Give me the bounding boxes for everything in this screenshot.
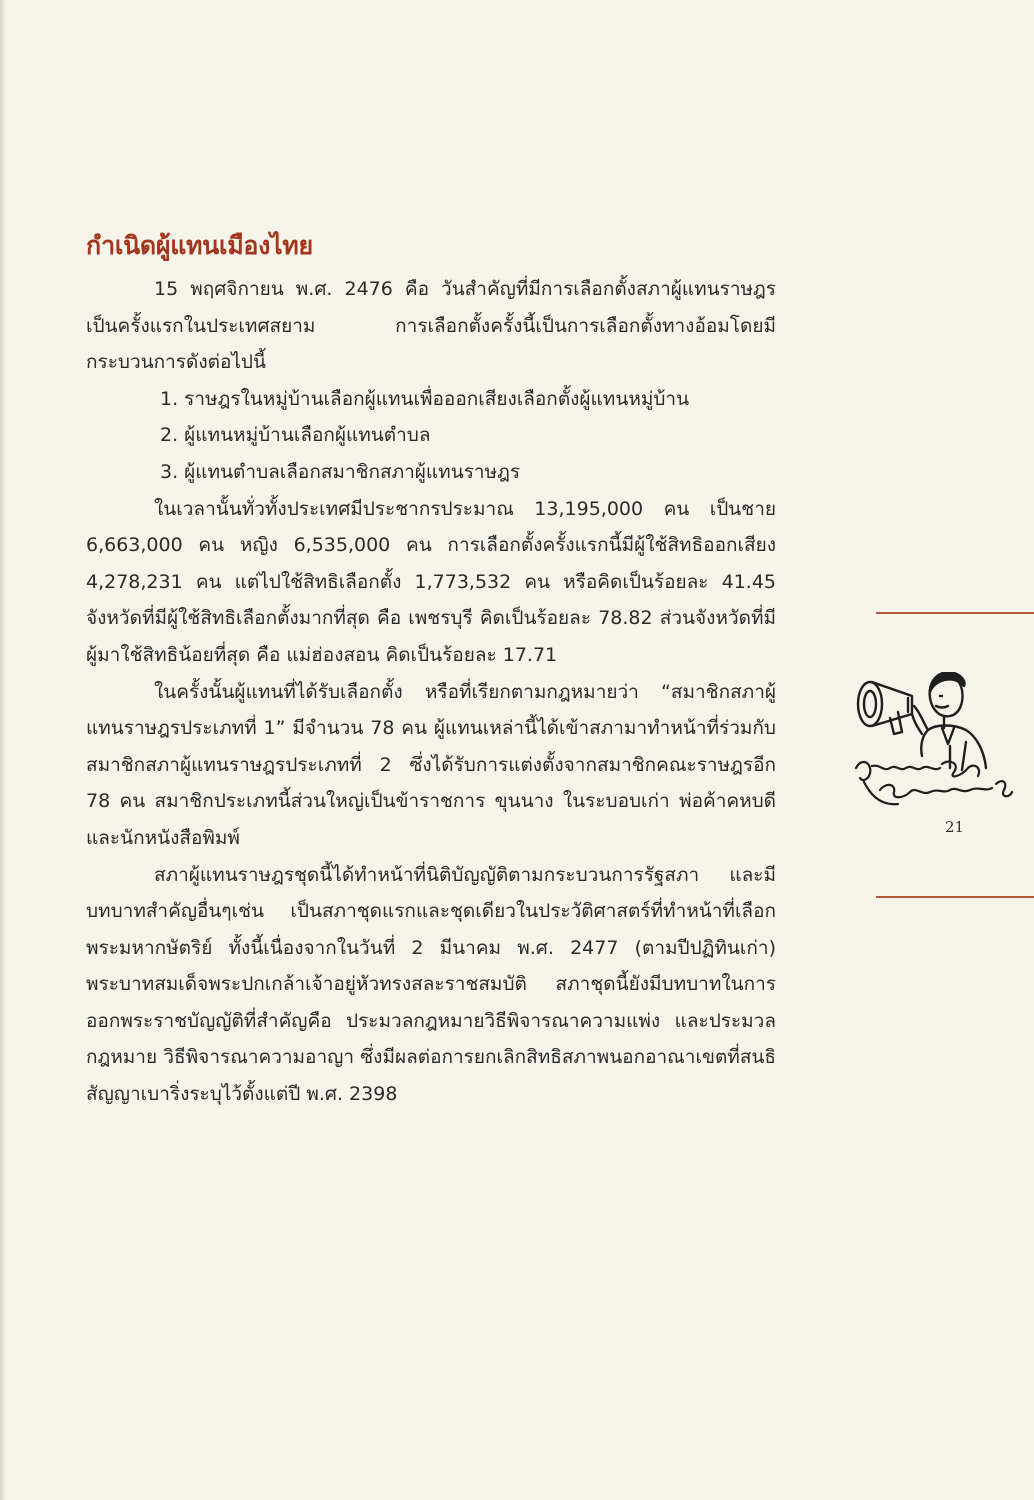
page-number: 21 bbox=[945, 818, 965, 836]
megaphone-man-logo bbox=[850, 672, 1014, 814]
body-text bbox=[86, 271, 776, 1113]
page-edge-shadow bbox=[0, 0, 6, 1500]
chapter-heading: กำเนิดผู้แทนเมืองไทย bbox=[86, 231, 313, 260]
margin-rule-top bbox=[876, 612, 1034, 614]
list-item-2: 2. ผู้แทนหมู่บ้านเลือกผู้แทนตำบล bbox=[160, 424, 431, 447]
paragraph-statistics: ในเวลานั้นทั่วทั้งประเทศมีประชากรประมาณ 13,195,000 คน เป็นชาย 6,663,000 คน หญิง 6,535,000 คน การเลือกตั้งครั้งแรกนี้มีผู้ใช้สิทธิออกเสียง 4,278,231 คน แต่ไปใช้สิทธิเลือกตั้ง 1,773,532 คน หรือคิดเป็นร้อยละ 41.45 จังหวัดที่มีผู้ใช้สิทธิเลือกตั้งมากที่สุด คือ เพชรบุรี คิดเป็นร้อยละ 78.82 ส่วนจังหวัดที่มีผู้มาใช้สิทธิน้อยที่สุด คือ แม่ฮ่องสอน คิดเป็นร้อยละ 17.71 bbox=[86, 497, 776, 666]
list-item-1: 1. ราษฎรในหมู่บ้านเลือกผู้แทนเพื่อออกเสียงเลือกตั้งผู้แทนหมู่บ้าน bbox=[160, 387, 690, 410]
paragraph-intro: 15 พฤศจิกายน พ.ศ. 2476 คือ วันสำคัญที่มีการเลือกตั้งสภาผู้แทนราษฎรเป็นครั้งแรกในประเทศสยาม การเลือกตั้งครั้งนี้เป็นการเลือกตั้งทางอ้อมโดยมีกระบวนการดังต่อไปนี้ bbox=[86, 278, 776, 374]
paragraph-representatives: ในครั้งนั้นผู้แทนที่ได้รับเลือกตั้ง หรือที่เรียกตามกฎหมายว่า “สมาชิกสภาผู้แทนราษฎรประเภทที่ 1” มีจำนวน 78 คน ผู้แทนเหล่านี้ได้เข้าสภามาทำหน้าที่ร่วมกับสมาชิกสภาผู้แทนราษฎรประเภทที่ 2 ซึ่งได้รับการแต่งตั้งจากสมาชิกคณะราษฎรอีก 78 คน สมาชิกประเภทนี้ส่วนใหญ่เป็นข้าราชการ ขุนนาง ในระบอบเก่า พ่อค้าคหบดี และนักหนังสือพิมพ์ bbox=[86, 680, 776, 849]
megaphone-man-icon bbox=[850, 672, 1014, 814]
list-item-3: 3. ผู้แทนตำบลเลือกสมาชิกสภาผู้แทนราษฎร bbox=[160, 460, 521, 483]
margin-rule-bottom bbox=[876, 896, 1034, 898]
paragraph-role: สภาผู้แทนราษฎรชุดนี้ได้ทำหน้าที่นิติบัญญัติตามกระบวนการรัฐสภา และมีบทบาทสำคัญอื่นๆเช่น เป็นสภาชุดแรกและชุดเดียวในประวัติศาสตร์ที่ทำหน้าที่เลือกพระมหากษัตริย์ ทั้งนี้เนื่องจากในวันที่ 2 มีนาคม พ.ศ. 2477 (ตามปีปฏิทินเก่า) พระบาทสมเด็จพระปกเกล้าเจ้าอยู่หัวทรงสละราชสมบัติ สภาชุดนี้ยังมีบทบาทในการออกพระราชบัญญัติที่สำคัญคือ ประมวลกฎหมายวิธีพิจารณาความแพ่ง และประมวลกฎหมาย วิธีพิจารณาความอาญา ซึ่งมีผลต่อการยกเลิกสิทธิสภาพนอกอาณาเขตที่สนธิสัญญาเบาริ่งระบุไว้ตั้งแต่ปี พ.ศ. 2398 bbox=[86, 863, 776, 1106]
